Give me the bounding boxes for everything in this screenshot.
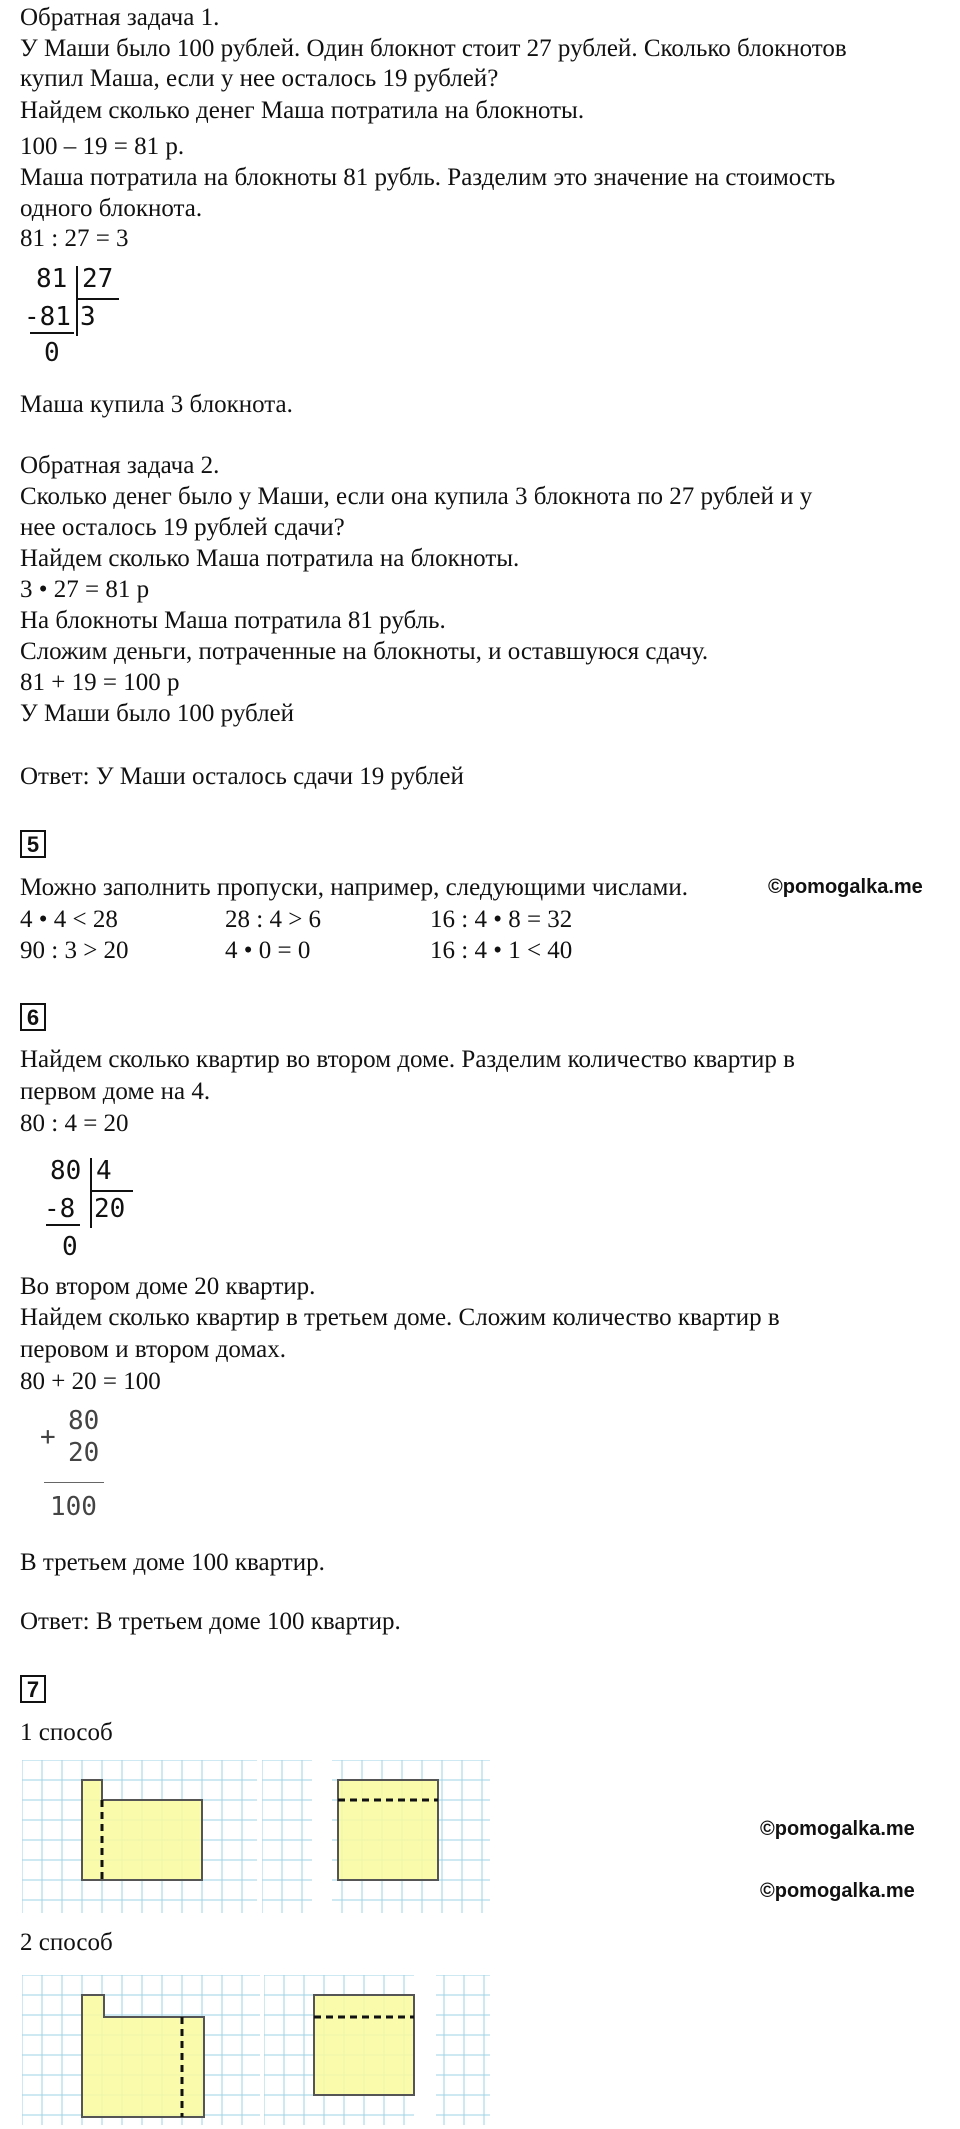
text-line: нее осталось 19 рублей сдачи? — [20, 514, 345, 541]
text-line: перовом и втором домах. — [20, 1336, 286, 1363]
inequality: 90 : 3 > 20 — [20, 937, 129, 964]
quotient: 3 — [80, 302, 96, 332]
long-division-1 — [24, 262, 130, 372]
text-line: Сложим деньги, потраченные на блокноты, и оставшуюся сдачу. — [20, 638, 709, 665]
grid-figure-method1-right — [262, 1760, 490, 1913]
divisor: 4 — [96, 1156, 112, 1186]
text-line: 80 : 4 = 20 — [20, 1110, 129, 1137]
remainder: 0 — [44, 338, 60, 368]
text-line: 81 : 27 = 3 — [20, 225, 129, 252]
text-line: Маша купила 3 блокнота. — [20, 391, 293, 418]
long-division-2 — [44, 1154, 144, 1264]
task-number-5: 5 — [20, 830, 46, 858]
sum-underline — [44, 1482, 104, 1483]
addend-1: 80 — [68, 1406, 100, 1436]
subtrahend-underline — [30, 332, 74, 334]
remainder: 0 — [62, 1232, 78, 1262]
text-line: 2 способ — [20, 1929, 113, 1956]
sum: 100 — [50, 1492, 97, 1522]
watermark: ©pomogalka.me — [760, 1880, 915, 1902]
subtrahend: -81 — [24, 302, 71, 332]
text-line: 3 • 27 = 81 р — [20, 576, 150, 603]
division-bar — [76, 266, 78, 336]
text-line: 1 способ — [20, 1719, 113, 1746]
dividend: 80 — [50, 1156, 82, 1186]
text-line: Можно заполнить пропуски, например, следующими числами. — [20, 874, 688, 901]
grid-figure-method1-left — [22, 1760, 257, 1913]
addend-2: 20 — [68, 1438, 100, 1468]
quotient: 20 — [94, 1194, 126, 1224]
inequality: 28 : 4 > 6 — [225, 906, 322, 933]
text-line: Найдем сколько Маша потратила на блокноты. — [20, 545, 520, 572]
text-line: 100 – 19 = 81 р. — [20, 133, 185, 160]
equation: 16 : 4 • 8 = 32 — [430, 906, 573, 933]
divisor: 27 — [82, 264, 114, 294]
text-line: Сколько денег было у Маши, если она купила 3 блокнота по 27 рублей и у — [20, 483, 813, 510]
equation: 4 • 0 = 0 — [225, 937, 311, 964]
text-line: 81 + 19 = 100 р — [20, 669, 180, 696]
text-line: Обратная задача 2. — [20, 452, 220, 479]
text-line: купил Маша, если у нее осталось 19 рублей? — [20, 65, 499, 92]
inequality: 4 • 4 < 28 — [20, 906, 118, 933]
task-number-6: 6 — [20, 1003, 46, 1031]
text-line: Найдем сколько квартир в третьем доме. Сложим количество квартир в — [20, 1304, 780, 1331]
plus-sign: + — [40, 1422, 56, 1452]
text-line: Маша потратила на блокноты 81 рубль. Разделим это значение на стоимость — [20, 164, 836, 191]
dividend: 81 — [36, 264, 68, 294]
divisor-underline — [77, 298, 119, 300]
text-line: первом доме на 4. — [20, 1078, 211, 1105]
text-line: Найдем сколько квартир во втором доме. Разделим количество квартир в — [20, 1046, 795, 1073]
text-line: 80 + 20 = 100 — [20, 1368, 161, 1395]
text-line: Обратная задача 1. — [20, 4, 220, 31]
division-bar — [90, 1158, 92, 1228]
subtrahend: -8 — [44, 1194, 76, 1224]
text-line: На блокноты Маша потратила 81 рубль. — [20, 607, 446, 634]
text-line: Во втором доме 20 квартир. — [20, 1273, 316, 1300]
watermark: ©pomogalka.me — [760, 1818, 915, 1840]
text-line: У Маши было 100 рублей — [20, 700, 295, 727]
text-line: одного блокнота. — [20, 195, 203, 222]
watermark: ©pomogalka.me — [768, 876, 923, 898]
inequality: 16 : 4 • 1 < 40 — [430, 937, 573, 964]
text-line: Ответ: В третьем доме 100 квартир. — [20, 1608, 401, 1635]
subtrahend-underline — [46, 1224, 80, 1226]
grid-figure-method2-left — [22, 1975, 260, 2125]
text-line: Ответ: У Маши осталось сдачи 19 рублей — [20, 763, 464, 790]
task-number-7: 7 — [20, 1675, 46, 1703]
grid-figure-method2-right — [264, 1975, 490, 2125]
text-line: В третьем доме 100 квартир. — [20, 1549, 325, 1576]
divisor-underline — [91, 1190, 133, 1192]
column-addition — [40, 1406, 120, 1526]
text-line: У Маши было 100 рублей. Один блокнот стоит 27 рублей. Сколько блокнотов — [20, 35, 847, 62]
text-line: Найдем сколько денег Маша потратила на блокноты. — [20, 97, 585, 124]
